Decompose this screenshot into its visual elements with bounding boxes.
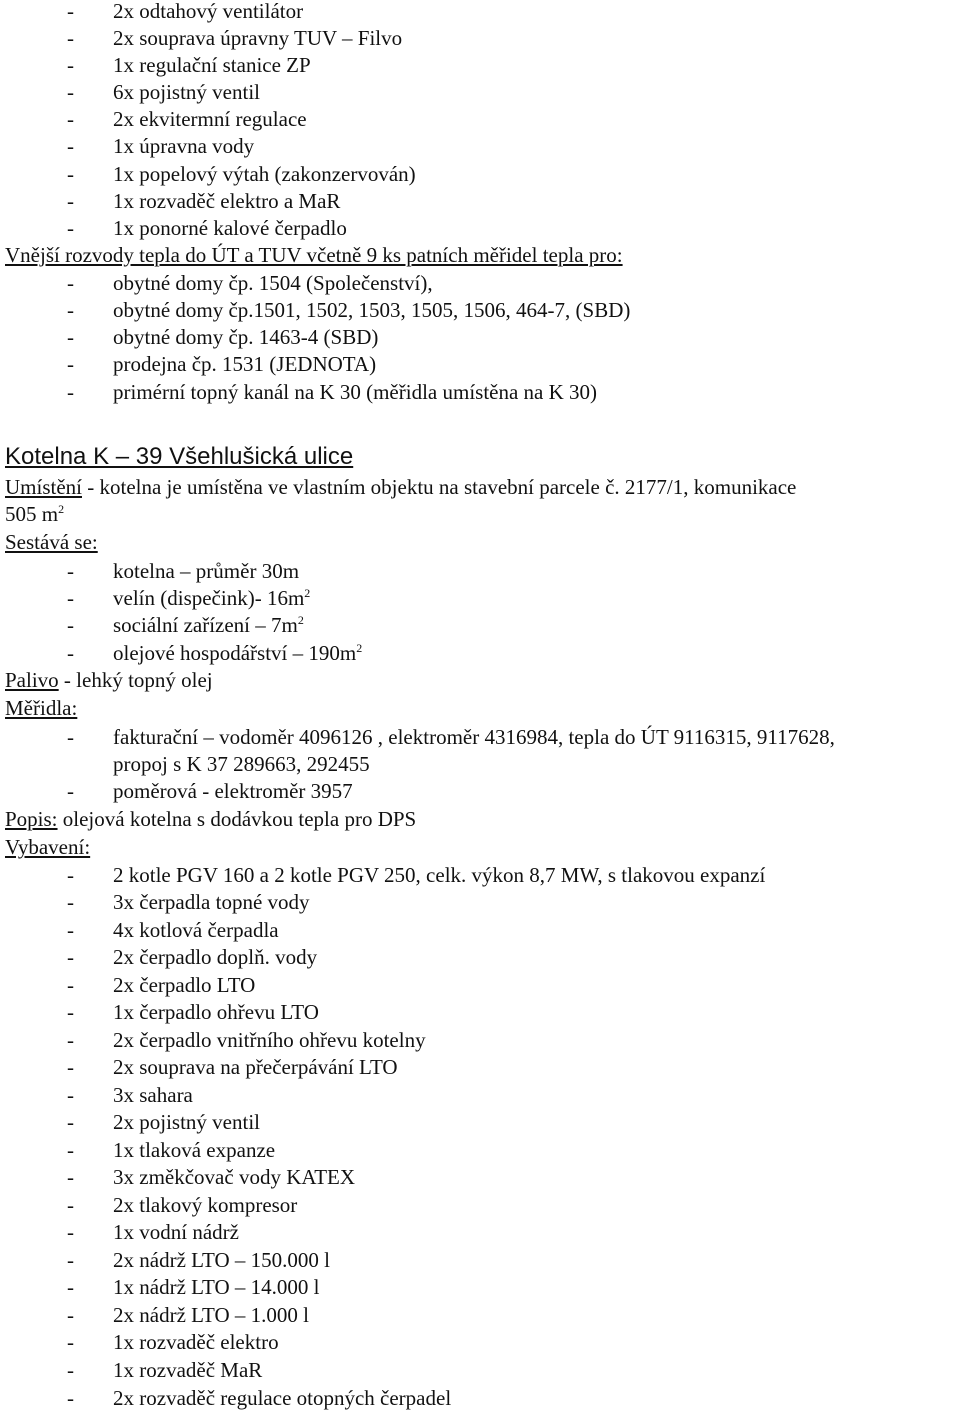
popis-line: Popis: olejová kotelna s dodávkou tepla pro DPS <box>5 807 417 831</box>
palivo-line: Palivo - lehký topný olej <box>5 668 213 692</box>
popis-label: Popis: <box>5 807 58 831</box>
meridla-label: Měřidla: <box>5 696 78 720</box>
rozvody-heading: Vnější rozvody tepla do ÚT a TUV včetně 9 ks patních měřidel tepla pro: <box>5 243 623 267</box>
list-item-continuation: propoj s K 37 289663, 292455 <box>113 752 370 776</box>
document-page: - 2x odtahový ventilátor - 2x souprava úpravny TUV – Filvo - 1x regulační stanice ZP - 6x pojistný ventil - 2x ekvitermní regulace - 1x úpravna vody - 1x popelový výtah (zakonzervován) - 1x rozvaděč elektro a MaR - 1x ponorné kalové čerpadlo Vnější rozvody tepla do ÚT a TUV včetně 9 ks patních měřidel tepla pro: - obytné domy čp. 1504 (Společenství), - obytné domy čp.1501, 1502, 1503, 1505, 1506, 464-7, (SBD) - obytné domy čp. 1463-4 (SBD) - prodejna čp. 1531 (JEDNOTA) - primérní topný kanál na K 30 (měřidla umístěna na K 30) Kotelna K – 39 Všehlušická ulice Umístění - kotelna je umístěna ve vlastním objektu na stavební parcele č. 2177/1, komunikace 505 $m^2$ Sestává se: - kotelna – průměr 30m - velín (dispečink)- $16m^2$ - sociální zařízení – $7m^2$ - olejové hospodářství – $190m^2$ Palivo - lehký topný olej Měřidla: - fakturační – vodoměr 4096126 , elektroměr 4316984, tepla do ÚT 9116315, 9117628, propoj s K 37 289663, 292455 - poměrová - elektroměr 3957 Popis: olejová kotelna s dodávkou tepla pro DPS Vybavení: - 2 kotle PGV 160 a 2 kotle PGV 250, celk. výkon 8,7 MW, s tlakovou expanzí - 3x čerpadla topné vody - 4x kotlová čerpadla - 2x čerpadlo doplň. vody - 2x čerpadlo LTO - 1x čerpadlo ohřevu LTO - 2x čerpadlo vnitřního ohřevu kotelny - 2x souprava na přečerpávání LTO - 3x sahara - 2x pojistný ventil - 1x tlaková expanze - 3x změkčovač vody KATEX - 2x tlakový kompresor - 1x vodní nádrž - 2x nádrž LTO – 150.000 l - 1x nádrž LTO – 14.000 l - 2x nádrž LTO – 1.000 l - 1x rozvaděč elektro - 1x rozvaděč MaR - 2x rozvaděč regulace otopných čerpadel <box>5 0 835 1410</box>
umisteni-line <box>5 474 796 500</box>
umisteni-text: - kotelna je umístěna ve vlastním objektu na stavební parcele č. 2177/1, komunikace <box>82 475 797 499</box>
palivo-label: Palivo <box>5 668 59 692</box>
umisteni-area: 505 $m^2$ <box>5 502 65 526</box>
vybaveni-label: Vybavení: <box>5 835 91 859</box>
sestava-label: Sestává se: <box>5 530 98 554</box>
umisteni-label: Umístění <box>5 475 82 499</box>
section-title: Kotelna K – 39 Všehlušická ulice <box>5 443 354 470</box>
